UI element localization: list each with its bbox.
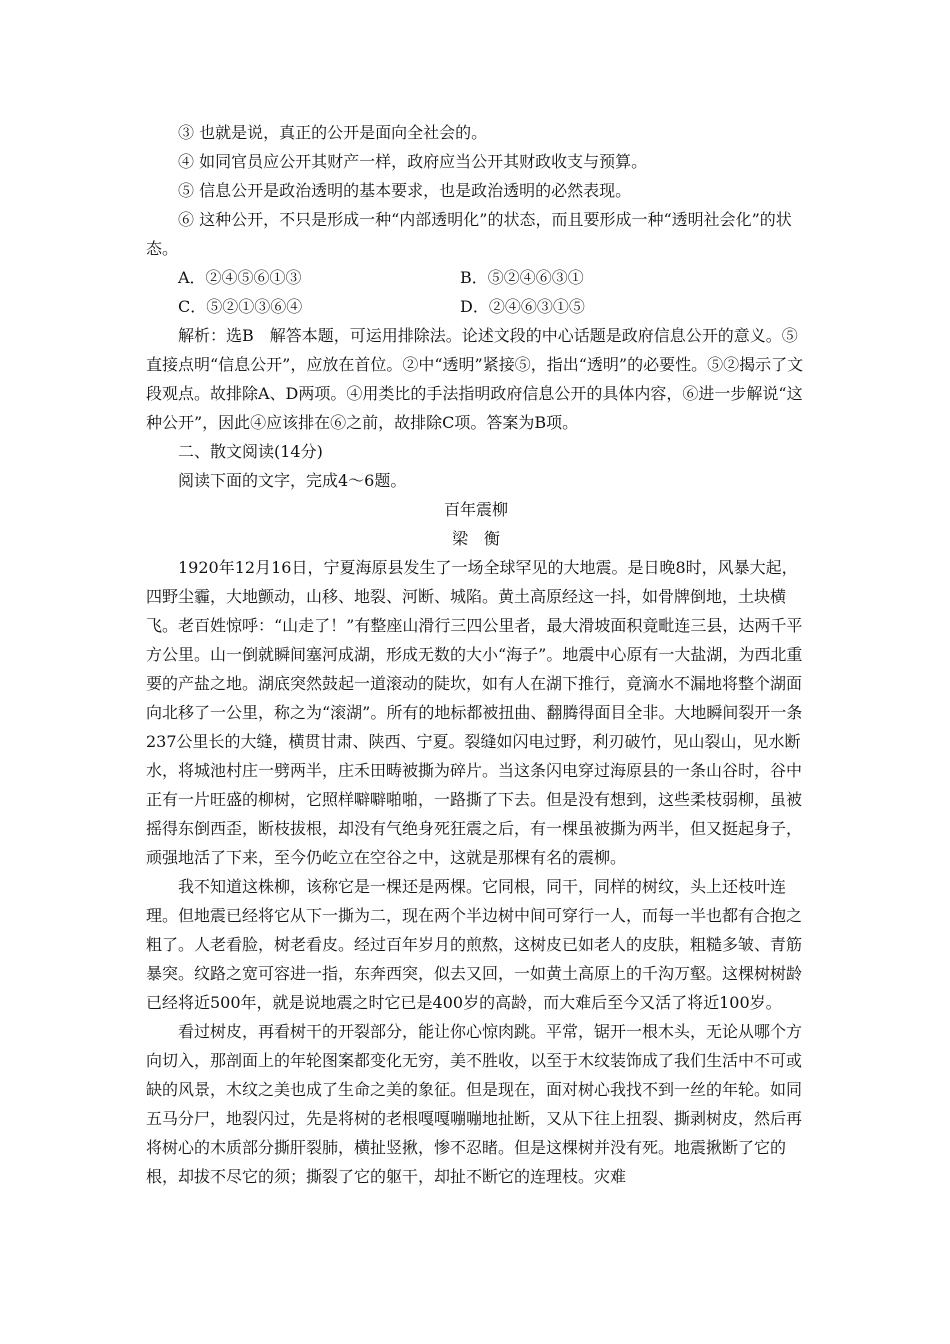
option-a: A．②④⑤⑥①③ xyxy=(178,268,302,287)
sentence-item-6: ⑥ 这种公开，不只是形成一种“内部透明化”的状态，而且要形成一种“透明社会化”的状态。 xyxy=(146,210,792,258)
options-row-1 xyxy=(146,263,806,292)
article-author: 梁衡 xyxy=(451,529,516,548)
article-title: 百年震柳 xyxy=(443,500,508,519)
article-paragraph-3: 看过树皮，再看树干的开裂部分，能让你心惊肉跳。平常，锯开一根木头，无论从哪个方向切入，那剖面上的年轮图案都变化无穷，美不胜收，以至于木纹装饰成了我们生活中不可或缺的风景，木纹之美也成了生命之美的象征。但是现在，面对树心我找不到一丝的年轮。如同五马分尸，地裂闪过，先是将树的老根嘎嘎嘣嘣地扯断，又从下往上扭裂、撕剥树皮，然后再将树心的木质部分撕肝裂肺，横扯竖揪，惨不忍睹。但是这棵树并没有死。地震揪断了它的根，却拔不尽它的须；撕裂了它的躯干，却扯不断它的连理枝。灾难 xyxy=(146,1022,803,1186)
options-row-2 xyxy=(146,292,806,321)
option-d: D．②④⑥③①⑤ xyxy=(460,297,585,316)
article-paragraph-2: 我不知道这株柳，该称它是一棵还是两棵。它同根，同干，同样的树纹，头上还枝叶连理。但地震已经将它从下一撕为二，现在两个半边树中间可穿行一人，而每一半也都有合抱之粗了。人老看脸，树老看皮。经过百年岁月的煎熬，这树皮已如老人的皮肤，粗糙多皱、青筋暴突。纹路之宽可容进一指，东奔西突，似去又回，一如黄土高原上的千沟万壑。这棵树树龄已经将近500年，就是说地震之时它已是400岁的高龄，而大难后至今又活了将近100岁。 xyxy=(146,877,803,1012)
sentence-item-4: ④ 如同官员应公开其财产一样，政府应当公开其财政收支与预算。 xyxy=(178,152,648,171)
analysis-paragraph: 解析：选B 解答本题，可运用排除法。论述文段的中心话题是政府信息公开的意义。⑤直接点明“信息公开”，应放在首位。②中“透明”紧接⑤，指出“透明”的必要性。⑤②揭示了文段观点。故排除A、D两项。④用类比的手法指明政府信息公开的具体内容，⑥进一步解说“这种公开”，因此④应该排在⑥之前，故排除C项。答案为B项。 xyxy=(146,326,804,432)
document-body xyxy=(146,118,806,1191)
option-b: B．⑤②④⑥③① xyxy=(460,268,584,287)
sentence-item-5: ⑤ 信息公开是政治透明的基本要求，也是政治透明的必然表现。 xyxy=(178,181,632,200)
section-heading: 二、散文阅读(14分) xyxy=(178,442,323,461)
option-c: C．⑤②①③⑥④ xyxy=(178,297,303,316)
reading-instruction: 阅读下面的文字，完成4～6题。 xyxy=(178,471,407,490)
article-paragraph-1: 1920年12月16日，宁夏海原县发生了一场全球罕见的大地震。是日晚8时，风暴大起，四野尘霾，大地颤动，山移、地裂、河断、城陷。黄土高原经这一抖，如骨牌倒地，土块横飞。老百姓惊呼：“山走了！”有整座山滑行三四公里者，最大滑坡面积竟毗连三县，达两千平方公里。山一倒就瞬间塞河成湖，形成无数的大小“海子”。地震中心原有一大盐湖，为西北重要的产盐之地。湖底突然鼓起一道滚动的陡坎，如有人在湖下推行，竟滴水不漏地将整个湖面向北移了一公里，称之为“滚湖”。所有的地标都被扭曲、翻腾得面目全非。大地瞬间裂开一条237公里长的大缝，横贯甘肃、陕西、宁夏。裂缝如闪电过野，利刃破竹，见山裂山，见水断水，将城池村庄一劈两半，庄禾田畴被撕为碎片。当这条闪电穿过海原县的一条山谷时，谷中正有一片旺盛的柳树，它照样噼噼啪啪，一路撕了下去。但是没有想到，这些柔枝弱柳，虽被摇得东倒西歪，断枝拔根，却没有气绝身死狂震之后，有一棵虽被撕为两半，但又挺起身子，顽强地活了下来，至今仍屹立在空谷之中，这就是那棵有名的震柳。 xyxy=(146,558,803,867)
sentence-item-3: ③ 也就是说，真正的公开是面向全社会的。 xyxy=(178,123,488,142)
